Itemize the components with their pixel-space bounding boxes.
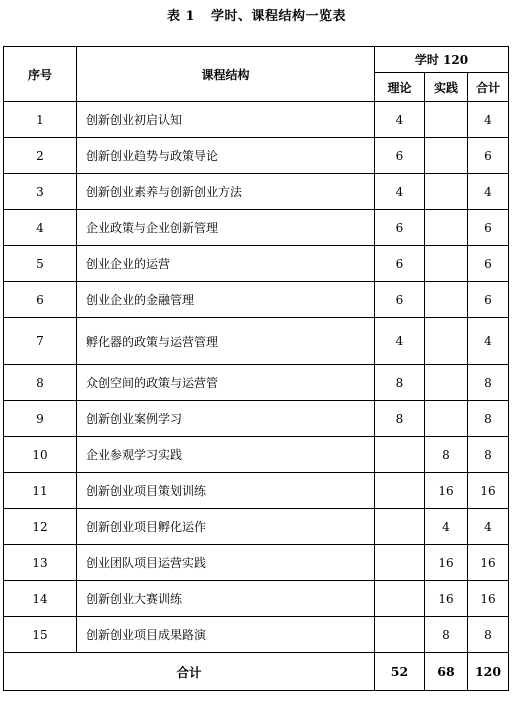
row-practice-hours: 8 xyxy=(425,437,468,473)
table-row xyxy=(4,581,509,617)
row-course-name: 创新创业项目策划训练 xyxy=(77,473,375,509)
row-course-name: 创新创业素养与创新创业方法 xyxy=(77,174,375,210)
row-theory-hours: 6 xyxy=(375,210,425,246)
row-index: 8 xyxy=(4,365,77,401)
table-row xyxy=(4,365,509,401)
row-index: 1 xyxy=(4,102,77,138)
row-theory-hours: 8 xyxy=(375,365,425,401)
course-structure-table xyxy=(3,46,509,691)
row-course-name: 创业企业的金融管理 xyxy=(77,282,375,318)
row-practice-hours xyxy=(425,401,468,437)
row-total-hours: 8 xyxy=(468,401,509,437)
row-total-hours: 16 xyxy=(468,545,509,581)
row-index: 11 xyxy=(4,473,77,509)
row-course-name: 创新创业趋势与政策导论 xyxy=(77,138,375,174)
row-total-hours: 4 xyxy=(468,509,509,545)
row-total-hours: 8 xyxy=(468,617,509,653)
row-course-name: 企业政策与企业创新管理 xyxy=(77,210,375,246)
table-row xyxy=(4,102,509,138)
table-row xyxy=(4,401,509,437)
row-practice-hours xyxy=(425,174,468,210)
row-practice-hours xyxy=(425,246,468,282)
row-practice-hours: 4 xyxy=(425,509,468,545)
row-theory-hours: 6 xyxy=(375,282,425,318)
total-theory: 52 xyxy=(375,653,425,691)
row-theory-hours xyxy=(375,437,425,473)
table-row xyxy=(4,318,509,365)
row-practice-hours: 16 xyxy=(425,545,468,581)
row-total-hours: 16 xyxy=(468,581,509,617)
row-course-name: 创新创业大赛训练 xyxy=(77,581,375,617)
row-index: 5 xyxy=(4,246,77,282)
row-index: 3 xyxy=(4,174,77,210)
total-row xyxy=(4,653,509,691)
row-theory-hours xyxy=(375,581,425,617)
table-row xyxy=(4,282,509,318)
row-practice-hours: 8 xyxy=(425,617,468,653)
row-practice-hours xyxy=(425,318,468,365)
row-total-hours: 6 xyxy=(468,246,509,282)
row-total-hours: 6 xyxy=(468,210,509,246)
row-index: 15 xyxy=(4,617,77,653)
table-row xyxy=(4,174,509,210)
row-course-name: 企业参观学习实践 xyxy=(77,437,375,473)
row-total-hours: 8 xyxy=(468,437,509,473)
row-index: 4 xyxy=(4,210,77,246)
row-theory-hours: 6 xyxy=(375,246,425,282)
table-row xyxy=(4,437,509,473)
row-theory-hours: 4 xyxy=(375,318,425,365)
table-row xyxy=(4,617,509,653)
header-index: 序号 xyxy=(4,47,77,102)
row-theory-hours: 4 xyxy=(375,174,425,210)
row-total-hours: 4 xyxy=(468,318,509,365)
row-practice-hours: 16 xyxy=(425,473,468,509)
total-practice: 68 xyxy=(425,653,468,691)
table-row xyxy=(4,545,509,581)
header-total: 合计 xyxy=(468,73,509,102)
row-total-hours: 4 xyxy=(468,102,509,138)
header-course: 课程结构 xyxy=(77,47,375,102)
table-row xyxy=(4,473,509,509)
row-theory-hours xyxy=(375,473,425,509)
row-practice-hours xyxy=(425,282,468,318)
row-practice-hours: 16 xyxy=(425,581,468,617)
row-course-name: 创新创业初启认知 xyxy=(77,102,375,138)
row-practice-hours xyxy=(425,365,468,401)
row-course-name: 众创空间的政策与运营管 xyxy=(77,365,375,401)
table-row xyxy=(4,246,509,282)
row-index: 7 xyxy=(4,318,77,365)
row-course-name: 创新创业项目孵化运作 xyxy=(77,509,375,545)
row-theory-hours: 6 xyxy=(375,138,425,174)
table-title: 学时、课程结构一览表 xyxy=(211,9,347,24)
header-theory: 理论 xyxy=(375,73,425,102)
row-course-name: 创业团队项目运营实践 xyxy=(77,545,375,581)
row-practice-hours xyxy=(425,210,468,246)
row-practice-hours xyxy=(425,138,468,174)
row-index: 2 xyxy=(4,138,77,174)
row-theory-hours xyxy=(375,509,425,545)
row-practice-hours xyxy=(425,102,468,138)
row-total-hours: 4 xyxy=(468,174,509,210)
row-index: 10 xyxy=(4,437,77,473)
row-total-hours: 6 xyxy=(468,282,509,318)
row-course-name: 创新创业案例学习 xyxy=(77,401,375,437)
row-index: 9 xyxy=(4,401,77,437)
row-theory-hours: 4 xyxy=(375,102,425,138)
table-row xyxy=(4,138,509,174)
row-total-hours: 16 xyxy=(468,473,509,509)
header-practice: 实践 xyxy=(425,73,468,102)
row-theory-hours xyxy=(375,617,425,653)
row-index: 13 xyxy=(4,545,77,581)
row-theory-hours xyxy=(375,545,425,581)
row-total-hours: 8 xyxy=(468,365,509,401)
row-index: 6 xyxy=(4,282,77,318)
table-caption xyxy=(0,5,513,24)
total-hours: 120 xyxy=(468,653,509,691)
row-course-name: 创业企业的运营 xyxy=(77,246,375,282)
row-index: 14 xyxy=(4,581,77,617)
row-course-name: 孵化器的政策与运营管理 xyxy=(77,318,375,365)
table-body xyxy=(4,102,509,653)
table-number: 表 1 xyxy=(166,9,196,24)
row-course-name: 创新创业项目成果路演 xyxy=(77,617,375,653)
row-total-hours: 6 xyxy=(468,138,509,174)
row-index: 12 xyxy=(4,509,77,545)
row-theory-hours: 8 xyxy=(375,401,425,437)
header-hours: 学时 120 xyxy=(375,47,509,73)
table-row xyxy=(4,210,509,246)
total-label: 合计 xyxy=(4,653,375,691)
table-row xyxy=(4,509,509,545)
